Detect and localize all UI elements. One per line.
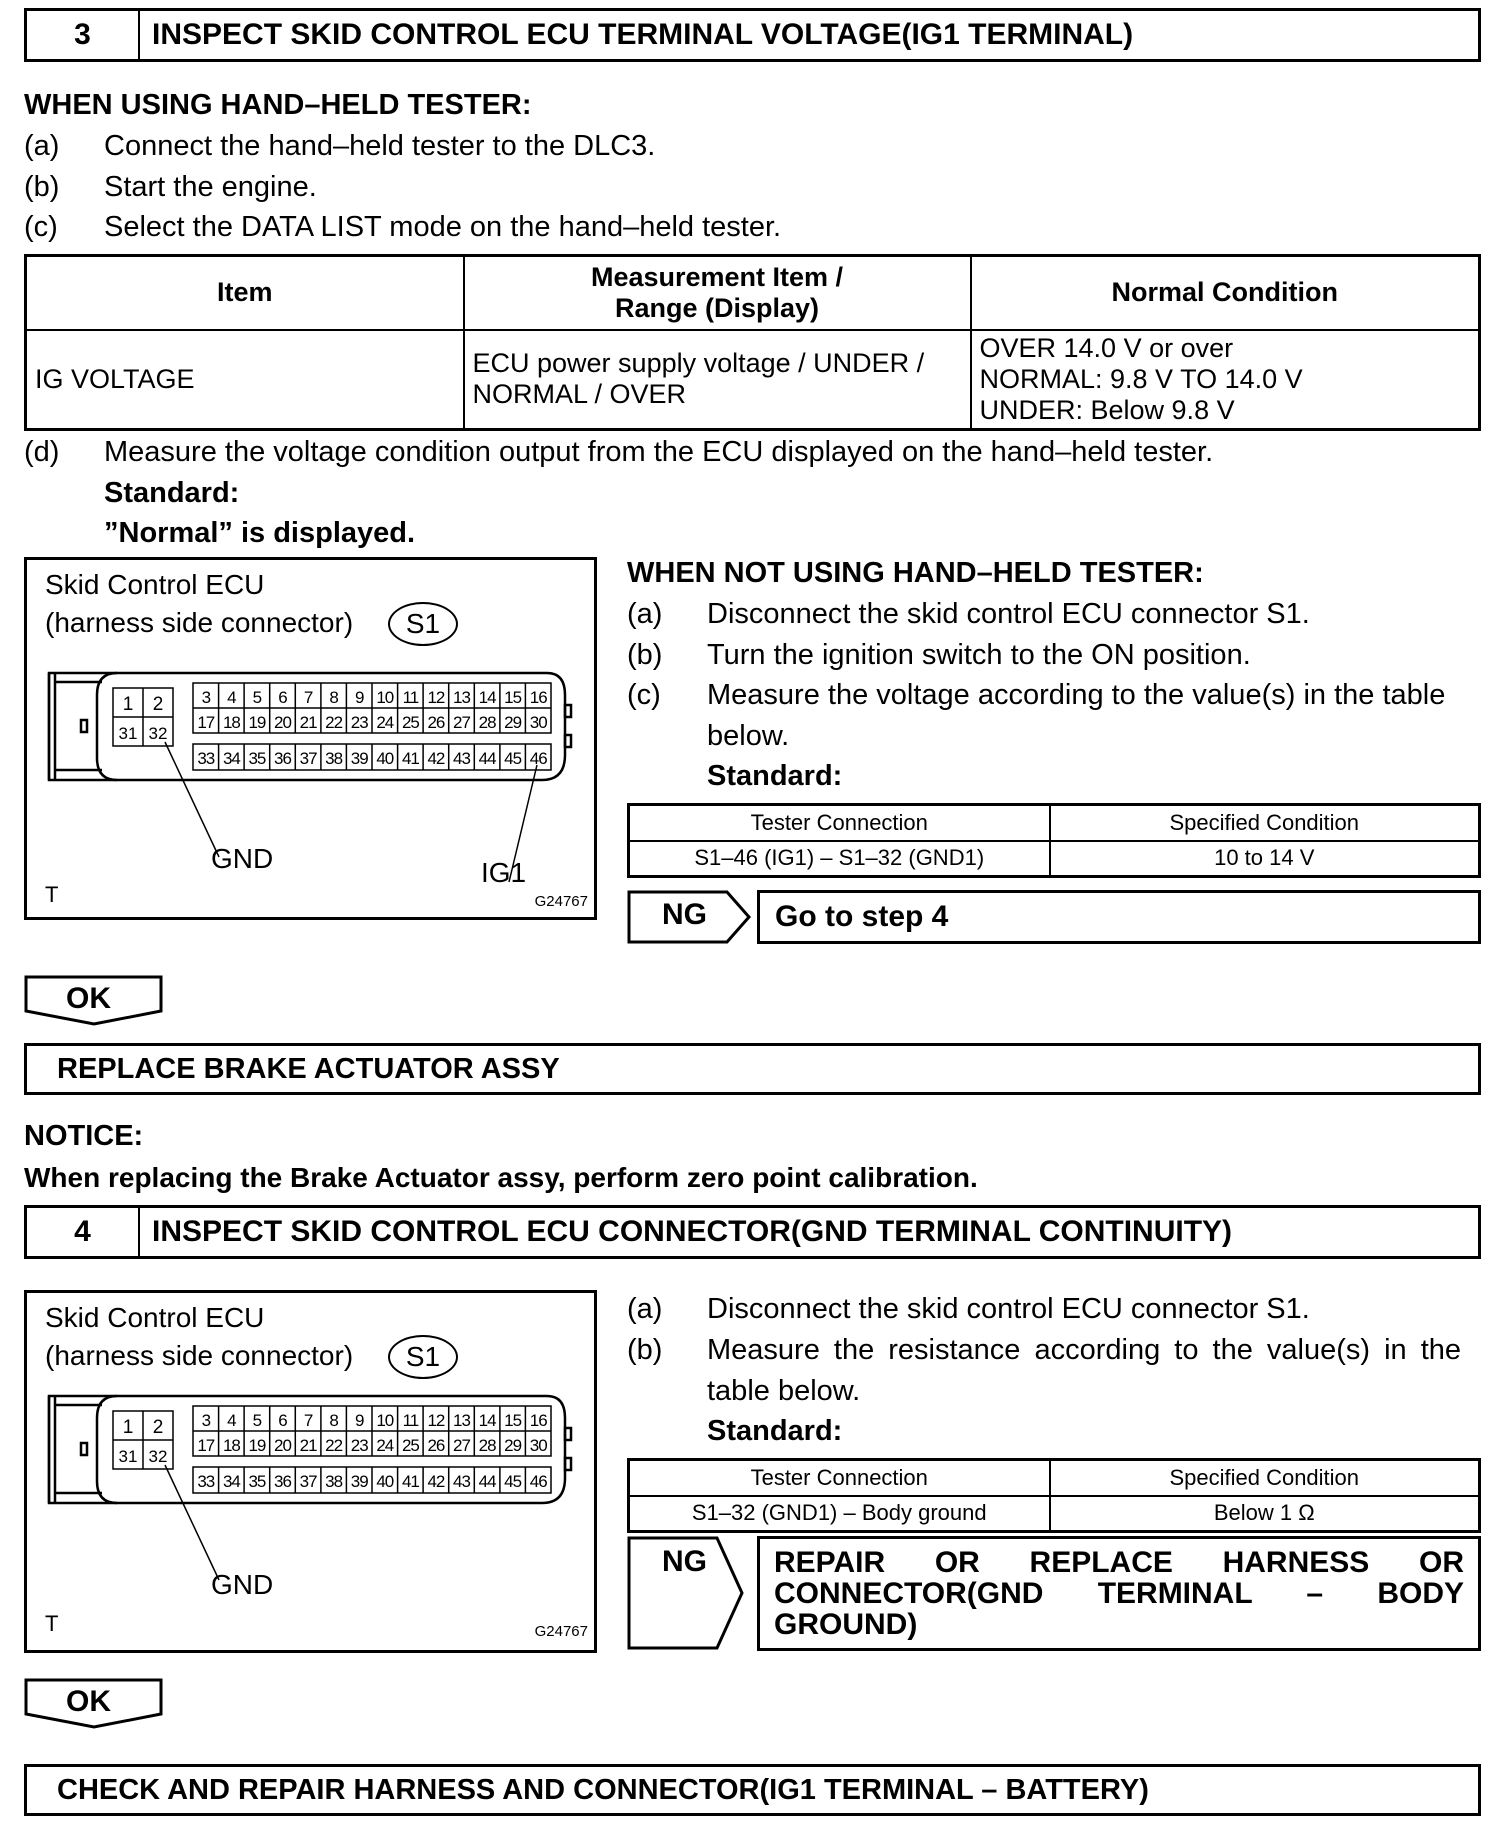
svg-text:22: 22 — [325, 1436, 343, 1455]
svg-text:32: 32 — [148, 1447, 168, 1466]
svg-text:8: 8 — [329, 688, 338, 707]
ng-label: NG — [662, 1545, 707, 1578]
svg-text:31: 31 — [118, 724, 138, 743]
diagram-title: Skid Control ECU — [45, 1302, 265, 1333]
standard-label: Standard: — [104, 477, 240, 509]
svg-text:13: 13 — [453, 1411, 470, 1430]
svg-text:21: 21 — [299, 713, 317, 732]
svg-text:16: 16 — [529, 1411, 547, 1430]
connector-diagram — [24, 1290, 597, 1653]
svg-text:42: 42 — [427, 749, 445, 768]
svg-text:20: 20 — [274, 1436, 291, 1455]
svg-text:26: 26 — [427, 713, 445, 732]
svg-text:43: 43 — [453, 1472, 470, 1491]
figure-code: G24767 — [534, 1623, 588, 1640]
connector-diagram — [24, 557, 597, 920]
svg-text:30: 30 — [529, 713, 547, 732]
column-header: Specified Condition — [1050, 805, 1480, 841]
svg-text:41: 41 — [401, 749, 419, 768]
standard-label: Standard: — [707, 760, 843, 792]
ig1-callout: IG1 — [481, 857, 527, 888]
instruction-step: (a) Connect the hand–held tester to the DLC3. — [24, 130, 656, 162]
svg-text:9: 9 — [354, 688, 364, 707]
svg-text:34: 34 — [222, 1472, 240, 1491]
svg-text:31: 31 — [118, 1447, 138, 1466]
svg-text:44: 44 — [478, 1472, 496, 1491]
svg-text:14: 14 — [478, 1411, 496, 1430]
svg-text:36: 36 — [274, 749, 291, 768]
svg-text:22: 22 — [325, 713, 343, 732]
svg-text:27: 27 — [453, 1436, 470, 1455]
svg-text:38: 38 — [325, 1472, 343, 1491]
table-row: S1–46 (IG1) – S1–32 (GND1) 10 to 14 V — [629, 841, 1480, 877]
svg-text:1: 1 — [122, 1417, 134, 1438]
svg-text:33: 33 — [197, 1472, 215, 1491]
svg-text:34: 34 — [222, 749, 240, 768]
svg-text:17: 17 — [197, 713, 215, 732]
step-title: INSPECT SKID CONTROL ECU CONNECTOR(GND TERMINAL CONTINUITY) — [152, 1215, 1233, 1248]
svg-text:12: 12 — [427, 688, 445, 707]
cell-range: ECU power supply voltage / UNDER / NORMAL / OVER — [464, 330, 971, 430]
result-box: REPLACE BRAKE ACTUATOR ASSY — [24, 1043, 1481, 1095]
notice-heading: NOTICE: — [24, 1120, 144, 1152]
instruction-step: (d) Measure the voltage condition output from the ECU displayed on the hand–held tester. — [24, 436, 1214, 468]
svg-text:38: 38 — [325, 749, 343, 768]
column-header: Item — [26, 256, 464, 330]
svg-text:12: 12 — [427, 1411, 445, 1430]
svg-text:10: 10 — [376, 688, 394, 707]
step-title: INSPECT SKID CONTROL ECU TERMINAL VOLTAGE(IG1 TERMINAL) — [152, 18, 1134, 51]
svg-text:7: 7 — [303, 1411, 313, 1430]
svg-text:33: 33 — [197, 749, 215, 768]
instruction-step: (b) Measure the resistance according to the value(s) in the — [627, 1334, 1462, 1366]
svg-text:4: 4 — [227, 1411, 236, 1430]
svg-text:18: 18 — [222, 713, 240, 732]
svg-text:3: 3 — [201, 688, 211, 707]
svg-text:11: 11 — [402, 1411, 419, 1430]
svg-text:3: 3 — [201, 1411, 211, 1430]
svg-text:43: 43 — [453, 749, 470, 768]
svg-text:39: 39 — [350, 749, 368, 768]
svg-text:37: 37 — [299, 1472, 317, 1491]
svg-text:14: 14 — [478, 688, 496, 707]
data-list-table — [24, 254, 1481, 431]
svg-text:16: 16 — [529, 688, 547, 707]
diagram-subtitle: (harness side connector) — [45, 1340, 354, 1371]
svg-text:5: 5 — [252, 688, 262, 707]
column-header: Normal Condition — [971, 256, 1480, 330]
connector-id-badge: S1 — [388, 602, 458, 646]
svg-text:6: 6 — [278, 688, 287, 707]
svg-text:28: 28 — [478, 713, 496, 732]
spec-table — [627, 1458, 1481, 1533]
notice-text: When replacing the Brake Actuator assy, perform zero point calibration. — [24, 1162, 978, 1193]
svg-text:5: 5 — [252, 1411, 262, 1430]
svg-text:45: 45 — [504, 749, 522, 768]
svg-text:15: 15 — [504, 688, 522, 707]
svg-text:41: 41 — [401, 1472, 419, 1491]
standard-value: ”Normal” is displayed. — [104, 517, 416, 549]
svg-text:35: 35 — [248, 749, 266, 768]
svg-text:37: 37 — [299, 749, 317, 768]
svg-text:28: 28 — [478, 1436, 496, 1455]
svg-text:29: 29 — [504, 1436, 522, 1455]
svg-text:25: 25 — [401, 713, 419, 732]
connector-id-badge: S1 — [388, 1335, 458, 1379]
svg-text:30: 30 — [529, 1436, 547, 1455]
table-row — [26, 330, 1480, 430]
column-header: Measurement Item / Range (Display) — [464, 256, 971, 330]
svg-text:9: 9 — [354, 1411, 364, 1430]
svg-text:1: 1 — [122, 694, 134, 715]
svg-text:40: 40 — [376, 1472, 394, 1491]
svg-text:2: 2 — [152, 694, 164, 715]
instruction-continuation: table below. — [707, 1375, 861, 1407]
corner-mark: T — [45, 1611, 59, 1636]
cell-item: IG VOLTAGE — [26, 330, 464, 430]
instruction-continuation: below. — [707, 720, 790, 752]
svg-text:8: 8 — [329, 1411, 338, 1430]
ng-action-box: REPAIR OR REPLACE HARNESS OR CONNECTOR(GND TERMINAL – BODY GROUND) — [757, 1536, 1481, 1651]
cell-condition: OVER 14.0 V or over NORMAL: 9.8 V TO 14.0 V UNDER: Below 9.8 V — [971, 330, 1480, 430]
svg-text:35: 35 — [248, 1472, 266, 1491]
svg-text:24: 24 — [376, 1436, 394, 1455]
svg-text:46: 46 — [529, 749, 547, 768]
section-heading: WHEN USING HAND–HELD TESTER: — [24, 89, 532, 121]
column-header: Tester Connection — [629, 1460, 1050, 1496]
svg-text:2: 2 — [152, 1417, 164, 1438]
svg-text:29: 29 — [504, 713, 522, 732]
svg-text:40: 40 — [376, 749, 394, 768]
ok-label: OK — [66, 982, 111, 1015]
svg-text:4: 4 — [227, 688, 236, 707]
svg-text:23: 23 — [350, 1436, 368, 1455]
svg-text:19: 19 — [248, 713, 266, 732]
corner-mark: T — [45, 882, 59, 907]
instruction-step: (b) Start the engine. — [24, 171, 317, 203]
svg-text:20: 20 — [274, 713, 291, 732]
step-number: 3 — [27, 11, 140, 59]
instruction-step: (c) Select the DATA LIST mode on the hand–held tester. — [24, 211, 782, 243]
column-header: Specified Condition — [1050, 1460, 1480, 1496]
table-row: S1–32 (GND1) – Body ground Below 1 Ω — [629, 1496, 1480, 1532]
svg-text:45: 45 — [504, 1472, 522, 1491]
ok-label: OK — [66, 1685, 111, 1718]
spec-table — [627, 803, 1481, 878]
svg-text:21: 21 — [299, 1436, 317, 1455]
ng-action-box: Go to step 4 — [757, 890, 1481, 944]
svg-text:27: 27 — [453, 713, 470, 732]
gnd-callout: GND — [211, 843, 274, 874]
svg-text:32: 32 — [148, 724, 168, 743]
svg-text:24: 24 — [376, 713, 394, 732]
svg-text:46: 46 — [529, 1472, 547, 1491]
svg-text:17: 17 — [197, 1436, 215, 1455]
diagram-subtitle: (harness side connector) — [45, 607, 354, 638]
svg-text:18: 18 — [222, 1436, 240, 1455]
figure-code: G24767 — [534, 893, 588, 910]
svg-text:44: 44 — [478, 749, 496, 768]
svg-text:39: 39 — [350, 1472, 368, 1491]
svg-text:13: 13 — [453, 688, 470, 707]
svg-text:7: 7 — [303, 688, 313, 707]
svg-text:26: 26 — [427, 1436, 445, 1455]
step-3-header — [24, 8, 1481, 62]
ng-label: NG — [662, 898, 707, 931]
step-number: 4 — [27, 1208, 140, 1256]
instruction-step: (c) Measure the voltage according to the value(s) in the table — [627, 679, 1446, 711]
diagram-title: Skid Control ECU — [45, 569, 265, 600]
gnd-callout: GND — [211, 1569, 274, 1600]
section-heading: WHEN NOT USING HAND–HELD TESTER: — [627, 557, 1204, 589]
instruction-step: (b) Turn the ignition switch to the ON position. — [627, 639, 1251, 671]
standard-label: Standard: — [707, 1415, 843, 1447]
column-header: Tester Connection — [629, 805, 1050, 841]
svg-text:11: 11 — [402, 688, 419, 707]
svg-text:10: 10 — [376, 1411, 394, 1430]
connector-pinout-icon — [27, 1283, 600, 1646]
svg-text:23: 23 — [350, 713, 368, 732]
svg-text:25: 25 — [401, 1436, 419, 1455]
svg-text:15: 15 — [504, 1411, 522, 1430]
instruction-step: (a) Disconnect the skid control ECU connector S1. — [627, 1293, 1310, 1325]
step-4-header — [24, 1205, 1481, 1259]
instruction-step: (a) Disconnect the skid control ECU connector S1. — [627, 598, 1310, 630]
svg-text:19: 19 — [248, 1436, 266, 1455]
svg-text:36: 36 — [274, 1472, 291, 1491]
svg-text:42: 42 — [427, 1472, 445, 1491]
result-box: CHECK AND REPAIR HARNESS AND CONNECTOR(IG1 TERMINAL – BATTERY) — [24, 1764, 1481, 1816]
svg-text:6: 6 — [278, 1411, 287, 1430]
